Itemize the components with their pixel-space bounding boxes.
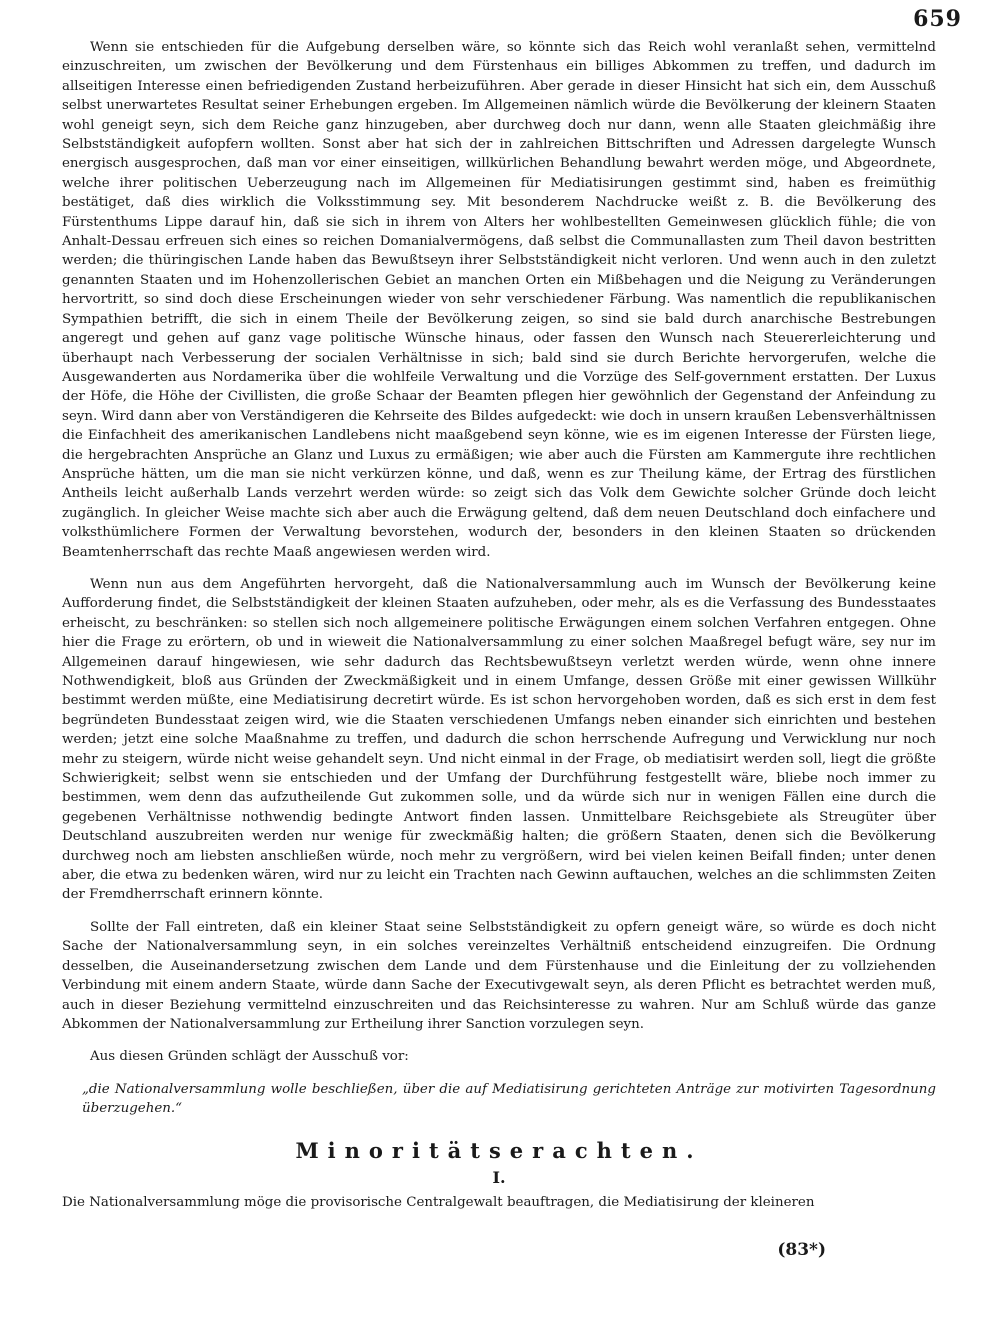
paragraph-2: Wenn nun aus dem Angeführten hervorgeht, daß die Nationalversammlung auch im Wunsch der Bevölkerung keine Aufforderung findet, die Selbstständigkeit der kleinen Staaten aufzuheben, oder mehr, als es die Verfassung des Bundesstaates erheischt, zu beschränken: so stellen sich noch allgemeinere politische Erwägungen einem solchen Verfahren entgegen. Ohne hier die Frage zu erörtern, ob und in wieweit die Nationalversammlung zu einer solchen Maaßregel befugt wäre, sey nur im Allgemeinen darauf hingewiesen, wie sehr dadurch das Rechtsbewußtseyn verletzt werden würde, wenn ohne innere Nothwendigkeit, bloß aus Gründen der Zweckmäßigkeit und in einem Umfange, dessen Größe mit einer gewissen Willkühr bestimmt werden müßte, eine Mediatisirung decretirt würde. Es ist schon hervorgehoben worden, daß es sich erst in dem fest begründeten Bundesstaat zeigen wird, wie die Staaten verschiedenen Umfangs neben einander sich einrichten und bestehen werden; jetzt eine solche Maaßnahme zu treffen, und dadurch die schon herrschende Aufregung und Verwicklung nur noch mehr zu steigern, würde nicht weise gehandelt seyn. Und nicht einmal in der Frage, ob mediatisirt werden soll, liegt die größte Schwierigkeit; selbst wenn sie entschieden und der Umfang der Durchführung festgestellt wäre, bliebe noch immer zu bestimmen, wem denn das aufzutheilende Gut zukommen solle, und da würde sich nur in wenigen Fällen eine durch die gegebenen Verhältnisse nothwendig bedingte Antwort finden lassen. Unmittelbare Reichsgebiete als Streugüter über Deutschland auszubreiten werden nur wenige für zweckmäßig halten; die größern Staaten, denen sich die Bevölkerung durchweg noch am liebsten anschließen würde, noch mehr zu vergrößern, wird bei vielen keinen Beifall finden; unter denen aber, die etwa zu bedenken wären, wird nur zu leicht ein Trachten nach Gewinn auftauchen, welches an die schlimmsten Zeiten der Fremdherrschaft erinnern könnte. bbox=[62, 576, 936, 903]
signature-mark: (83*) bbox=[777, 1240, 826, 1260]
document-body bbox=[62, 38, 936, 1213]
closing-line: Die Nationalversammlung möge die provisorische Centralgewalt beauftragen, die Mediatisirung der kleineren bbox=[62, 1195, 815, 1211]
paragraph-3: Sollte der Fall eintreten, daß ein kleiner Staat seine Selbstständigkeit zu opfern geneigt wäre, so würde es doch nicht Sache der Nationalversammlung seyn, in ein solches vereinzeltes Verhältniß entscheidend einzugreifen. Die Ordnung desselben, die Auseinandersetzung zwischen dem Lande und dem Fürstenhause und die Einleitung der zu vollziehenden Verbindung mit einem andern Staate, würde dann Sache der Executivgewalt seyn, als deren Pflicht es betrachtet werden muß, auch in dieser Beziehung vermittelnd einzuschreiten und das Reichsinteresse zu wahren. Nur am Schluß würde das ganze Abkommen der Nationalversammlung zur Ertheilung ihrer Sanction vorzulegen seyn. bbox=[62, 919, 936, 1032]
section-numeral: I. bbox=[492, 1167, 506, 1187]
paragraph-1: Wenn sie entschieden für die Aufgebung derselben wäre, so könnte sich das Reich wohl veranlaßt sehen, vermittelnd einzuschreiten, um zwischen der Bevölkerung und dem Fürstenhaus ein billiges Abkommen zu treffen, und dadurch im allseitigen Interesse einen befriedigenden Zustand herbeizuführen. Aber gerade in dieser Hinsicht hat sich ein, dem Ausschuß selbst unerwartetes Resultat seiner Erhebungen ergeben. Im Allgemeinen nämlich würde die Bevölkerung der kleinern Staaten wohl geneigt seyn, sich dem Reiche ganz hinzugeben, aber durchweg doch nur dann, wenn alle Staaten gleichmäßig ihre Selbstständigkeit aufopfern wollten. Sonst aber hat sich der in zahlreichen Bittschriften und Adressen dargelegte Wunsch energisch ausgesprochen, daß man vor einer einseitigen, willkürlichen Behandlung bewahrt werden möge, und Abgeordnete, welche ihrer politischen Ueberzeugung nach im Allgemeinen für Mediatisirungen gestimmt sind, haben es freimüthig bestätiget, daß dies wirklich die Volksstimmung sey. Mit besonderem Nachdrucke weißt z. B. die Bevölkerung des Fürstenthums Lippe darauf hin, daß sie sich in ihrem von Alters her wohlbestellten Gemeinwesen glücklich fühle; die von Anhalt-Dessau erfreuen sich eines so reichen Domanialvermögens, daß selbst die Communallasten zum Theil davon bestritten werden; die thüringischen Lande haben das Bewußtseyn ihrer Selbstständigkeit nicht verloren. Und wenn auch in den zuletzt genannten Staaten und im Hohenzollerischen Gebiet an manchen Orten ein Mißbehagen und die Neigung zu Veränderungen hervortritt, so sind doch diese Erscheinungen wieder von sehr verschiedener Färbung. Was namentlich die republikanischen Sympathien betrifft, die sich in einem Theile der Bevölkerung zeigen, so sind sie bald durch anarchische Bestrebungen angeregt und gehen auf ganz vage politische Wünsche hinaus, oder fassen den Wunsch nach Steuererleichterung und überhaupt nach Verbesserung der socialen Verhältnisse in sich; bald sind sie durch Berichte hervorgerufen, welche die Ausgewanderten aus Nordamerika über die wohlfeile Verwaltung und die Vorzüge des Self-government erstatten. Der Luxus der Höfe, die Höhe der Civillisten, die große Schaar der Beamten pflegen hier gewöhnlich der Gegenstand der Anfeindung zu seyn. Wird dann aber von Verständigeren die Kehrseite des Bildes aufgedeckt: wie doch in unsern kraußen Lebensverhältnissen die Einfachheit des amerikanischen Landlebens nicht maaßgebend seyn könne, wie es im eigenen Interesse der Fürsten liege, die hergebrachten Ansprüche an Glanz und Luxus zu ermäßigen; wie aber auch die Fürsten am Kammergute ihre rechtlichen Ansprüche hätten, um die man sie nicht verkürzen könne, und daß, wenn es zur Theilung käme, der Ertrag des fürstlichen Antheils leicht außerhalb Lands verzehrt werden würde: so zeigt sich das Volk dem Gewichte solcher Gründe doch leicht zugänglich. In gleicher Weise machte sich aber auch die Erwägung geltend, daß dem neuen Deutschland doch einfachere und volksthümlichere Formen der Verwaltung bevorstehen, wodurch der, besonders in den kleinen Staaten so drückenden Beamtenherrschaft das rechte Maaß angewiesen werden wird. bbox=[62, 40, 936, 560]
section-heading: Minoritätserachten. bbox=[295, 1137, 703, 1163]
paragraph-4: Aus diesen Gründen schlägt der Ausschuß vor: bbox=[90, 1049, 409, 1065]
motion-quote: „die Nationalversammlung wolle beschließen, über die auf Mediatisirung gerichteten Anträge zur motivirten Tagesordnung überzugehen.“ bbox=[82, 1081, 936, 1117]
page-number: 659 bbox=[913, 6, 962, 32]
